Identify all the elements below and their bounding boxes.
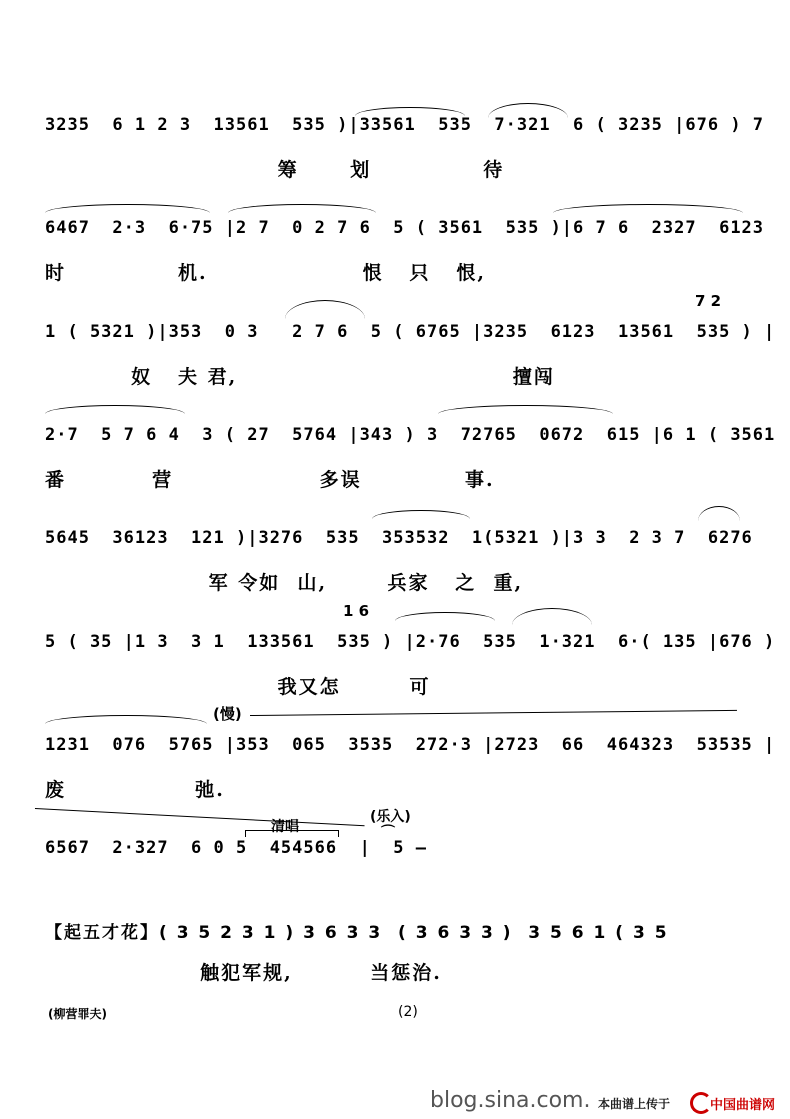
notes-line-3: 1 ( 5321 )|353 0 3 2 7 6 5 ( 6765 |3235 6123 13561 535 ) | [45,322,776,342]
lyrics-line-5: 军 令如 山, 兵家 之 重, [45,572,524,594]
notes-line-4: 2·7 5 7 6 4 3 ( 27 5764 |343 ) 3 72765 0672 615 |6 1 ( 3561 [45,425,776,445]
notes-line-7: 1231 076 5765 |353 065 3535 272·3 |2723 66 464323 53535 | [45,735,776,755]
footer-title: (柳营罪夫) [48,1007,107,1021]
slur [553,204,743,213]
slur [512,608,592,625]
slur [355,107,465,116]
tempo-line [250,710,737,716]
superscript-72: 7 2 [695,292,722,310]
tempo-mark: (慢) [213,705,242,723]
score-line-2 [0,218,790,284]
score-line-1 [0,115,790,181]
page-number: (2) [398,1004,418,1020]
lyrics-line-1: 筹 划 待 [45,159,505,181]
score-line-3 [0,292,790,388]
lyrics-line-7: 废 弛. [45,779,225,801]
tempo-line-end [35,808,365,826]
slur [698,506,740,521]
score-line-8 [0,809,790,898]
lyrics-line-9: 触犯军规, 当惩治. [45,962,442,984]
score-line-4 [0,425,790,491]
notes-line-6: 5 ( 35 |1 3 3 1 133561 535 ) |2·76 535 1·321 6·( 135 |676 ) [45,632,776,652]
notes-line-5: 5645 36123 121 )|3276 535 353532 1(5321 )|3 3 2 3 7 6276 [45,528,753,548]
watermark-blog: blog.sina.com. [430,1088,591,1113]
score-line-7 [0,705,790,801]
site-logo-icon [690,1092,712,1114]
slur [395,612,495,621]
superscript-16: 1 6 [343,602,370,620]
notes-line-2: 6467 2·3 6·75 |2 7 0 2 7 6 5 ( 3561 535 )|6 7 6 2327 6123 [45,218,765,238]
slur [228,204,376,213]
score-line-9 [0,918,790,984]
yuerun-label: (乐入) [370,809,411,825]
fermata-icon: ⌒ [381,825,395,841]
watermark-upload-text: 本曲谱上传于 [598,1097,671,1111]
score-line-5 [0,528,790,594]
site-name: 中国曲谱网 [710,1098,776,1113]
slur [285,300,365,319]
slur [372,510,470,519]
score-line-6 [0,602,790,698]
lyrics-line-3: 奴 夫 君, 擅闯 [45,366,555,388]
lyrics-line-4: 番 营 多误 事. [45,469,495,491]
notes-line-1: 3235 6 1 2 3 13561 535 )|33561 535 7·321 6 ( 3235 |676 ) 7 [45,115,765,135]
slur [45,715,207,724]
lyrics-line-2: 时 机. 恨 只 恨, [45,262,486,284]
notes-line-9: 【起五才花】( 3 5 2 3 1 ) 3 6 3 3 ( 3 6 3 3 ) 3 5 6 1 ( 3 5 [45,923,669,943]
lyrics-line-6: 我又怎 可 [45,676,431,698]
slur [45,405,185,414]
slur [45,204,210,213]
qingchang-label: 清唱 [271,819,299,835]
notes-line-8: 6567 2·327 6 0 5 454566 | 5 – [45,838,427,858]
slur [438,405,613,414]
slur [488,103,568,118]
